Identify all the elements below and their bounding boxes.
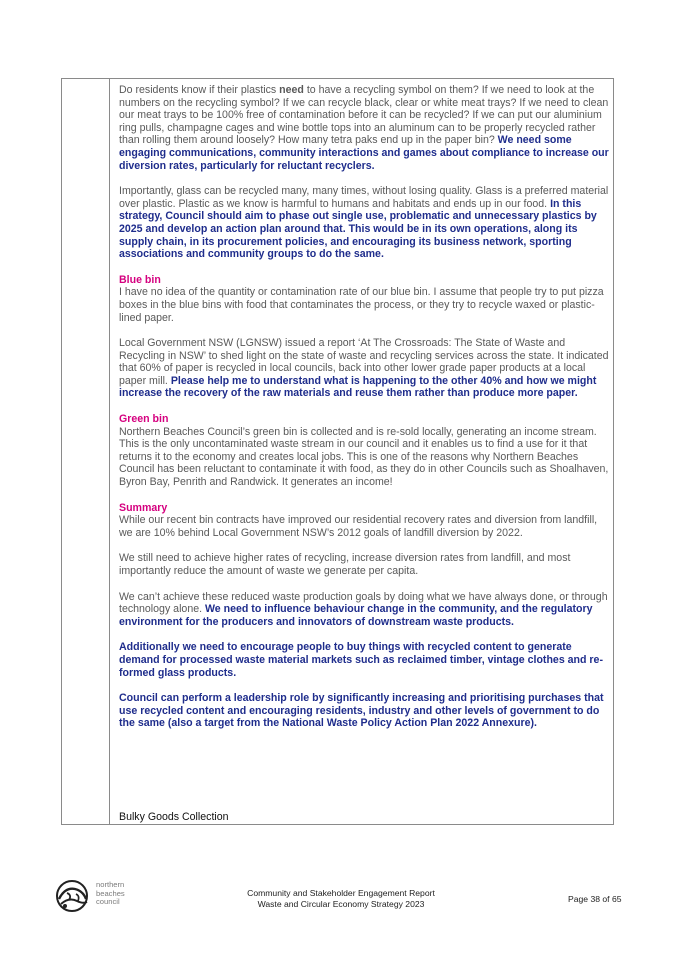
summary-paragraph-4: Additionally we need to encourage people to buy things with recycled content to generate demand for processed waste material markets such as reclaimed timber, vintage clothes and re-formed glass products. xyxy=(119,641,603,679)
intro-emphasis: We need some engaging communications, community interactions and games about compliance to increase our diversion rates, particularly for reluctant recyclers. xyxy=(119,134,609,172)
green-bin-heading: Green bin xyxy=(119,413,169,426)
glass-text: Importantly, glass can be recycled many, many times, without losing quality. Glass is a preferred material over plastic. Plastic as we know is harmful to humans and habitats and ends up in our food. xyxy=(119,185,609,210)
goals-text: We can’t achieve these reduced waste production goals by doing what we have always done, or through technology alone. xyxy=(119,590,608,616)
blue-bin-paragraph-2 xyxy=(119,337,611,400)
page-number: Page 38 of 65 xyxy=(568,894,622,904)
intro-text: Do residents know if their plastics xyxy=(119,84,280,96)
column-divider xyxy=(109,79,110,824)
plastics-emphasis: In this strategy, Council should aim to phase out single use, problematic and unnecessary plastics by 2025 and develop an action plan around that. This would be in its own operations, along its supply chain, in its procurement policies, and encouraging its business network, sporting associations and community groups to do the same. xyxy=(119,197,597,261)
footer-report-title: Community and Stakeholder Engagement Report xyxy=(247,888,435,898)
summary-paragraph-2: We still need to achieve higher rates of recycling, increase diversion rates from landfill, and most importantly reduce the amount of waste we generate per capita. xyxy=(119,552,571,577)
summary-paragraph-5: Council can perform a leadership role by significantly increasing and prioritising purchases that use recycled content and encouraging residents, industry and other levels of government to do the same (also a target from the National Waste Policy Action Plan 2022 Annexure). xyxy=(119,692,604,730)
intro-paragraph-2 xyxy=(119,185,611,261)
green-bin-paragraph: Northern Beaches Council’s green bin is collected and is re-sold locally, generating an income stream. This is the only uncontaminated waste stream in our council and it enables us to find a use for it that returns it to the economy and creates local jobs. This is one of the reasons why Northern Beaches Council has been reluctant to contaminate it with food, as they do in other Councils such as Shoalhaven, Byron Bay, Penrith and Randwick. It generates an income! xyxy=(119,425,609,489)
wordmark-line-3: council xyxy=(96,897,120,907)
lgnsw-text: Local Government NSW (LGNSW) issued a report ‘At The Crossroads: The State of Waste and Recycling in NSW’ to shed light on the state of waste and recycling services across the state. It indicated that 60% of paper is recycled in local councils, back into other lower grade paper products at a local paper mill. xyxy=(119,337,609,387)
council-wordmark xyxy=(96,881,125,907)
submission-content xyxy=(119,84,611,743)
behaviour-emphasis: We need to influence behaviour change in the community, and the regulatory environment for the producers and innovators of downstream waste products. xyxy=(119,603,593,628)
paper-emphasis: Please help me to understand what is happening to the other 40% and how we might increase the recovery of the raw materials and reuse them rather than produce more paper. xyxy=(119,374,597,400)
summary-paragraph-3 xyxy=(119,591,611,629)
summary-paragraph-1: While our recent bin contracts have improved our residential recovery rates and diversion from landfill, we are 10% behind Local Government NSW’s 2012 goals of landfill diversion by 2022. xyxy=(119,514,598,539)
intro-text-continued: to have a recycling symbol on them? If we need to look at the numbers on the recycling symbol? If we can recycle black, clear or white meat trays? If we need to clean our meat trays to be 100% free of contamination before it can be recycled? If we can put our aluminium ring pulls, champagne cages and wine bottle tops into an aluminum can to be properly recycled rather than rolling them around loosely? How many tetra paks end up in the paper bin? xyxy=(119,84,609,147)
intro-paragraph-1 xyxy=(119,84,611,172)
submission-table xyxy=(61,78,614,825)
blue-bin-paragraph-1: I have no idea of the quantity or contamination rate of our blue bin. I assume that people try to put pizza boxes in the blue bins with food that contaminates the process, or they try to recycle waxed or plastic-lined paper. xyxy=(119,286,604,324)
emphasis-need: need xyxy=(279,84,304,96)
wordmark-line-1: northern xyxy=(96,880,125,889)
footer-strategy-title: Waste and Circular Economy Strategy 2023 xyxy=(257,899,425,909)
summary-heading: Summary xyxy=(119,501,168,514)
wordmark-line-2: beaches xyxy=(96,888,125,898)
northern-beaches-council-logo-icon xyxy=(53,879,93,913)
bulky-goods-label: Bulky Goods Collection xyxy=(119,811,229,823)
blue-bin-heading: Blue bin xyxy=(119,273,161,286)
footer-title xyxy=(236,888,446,910)
